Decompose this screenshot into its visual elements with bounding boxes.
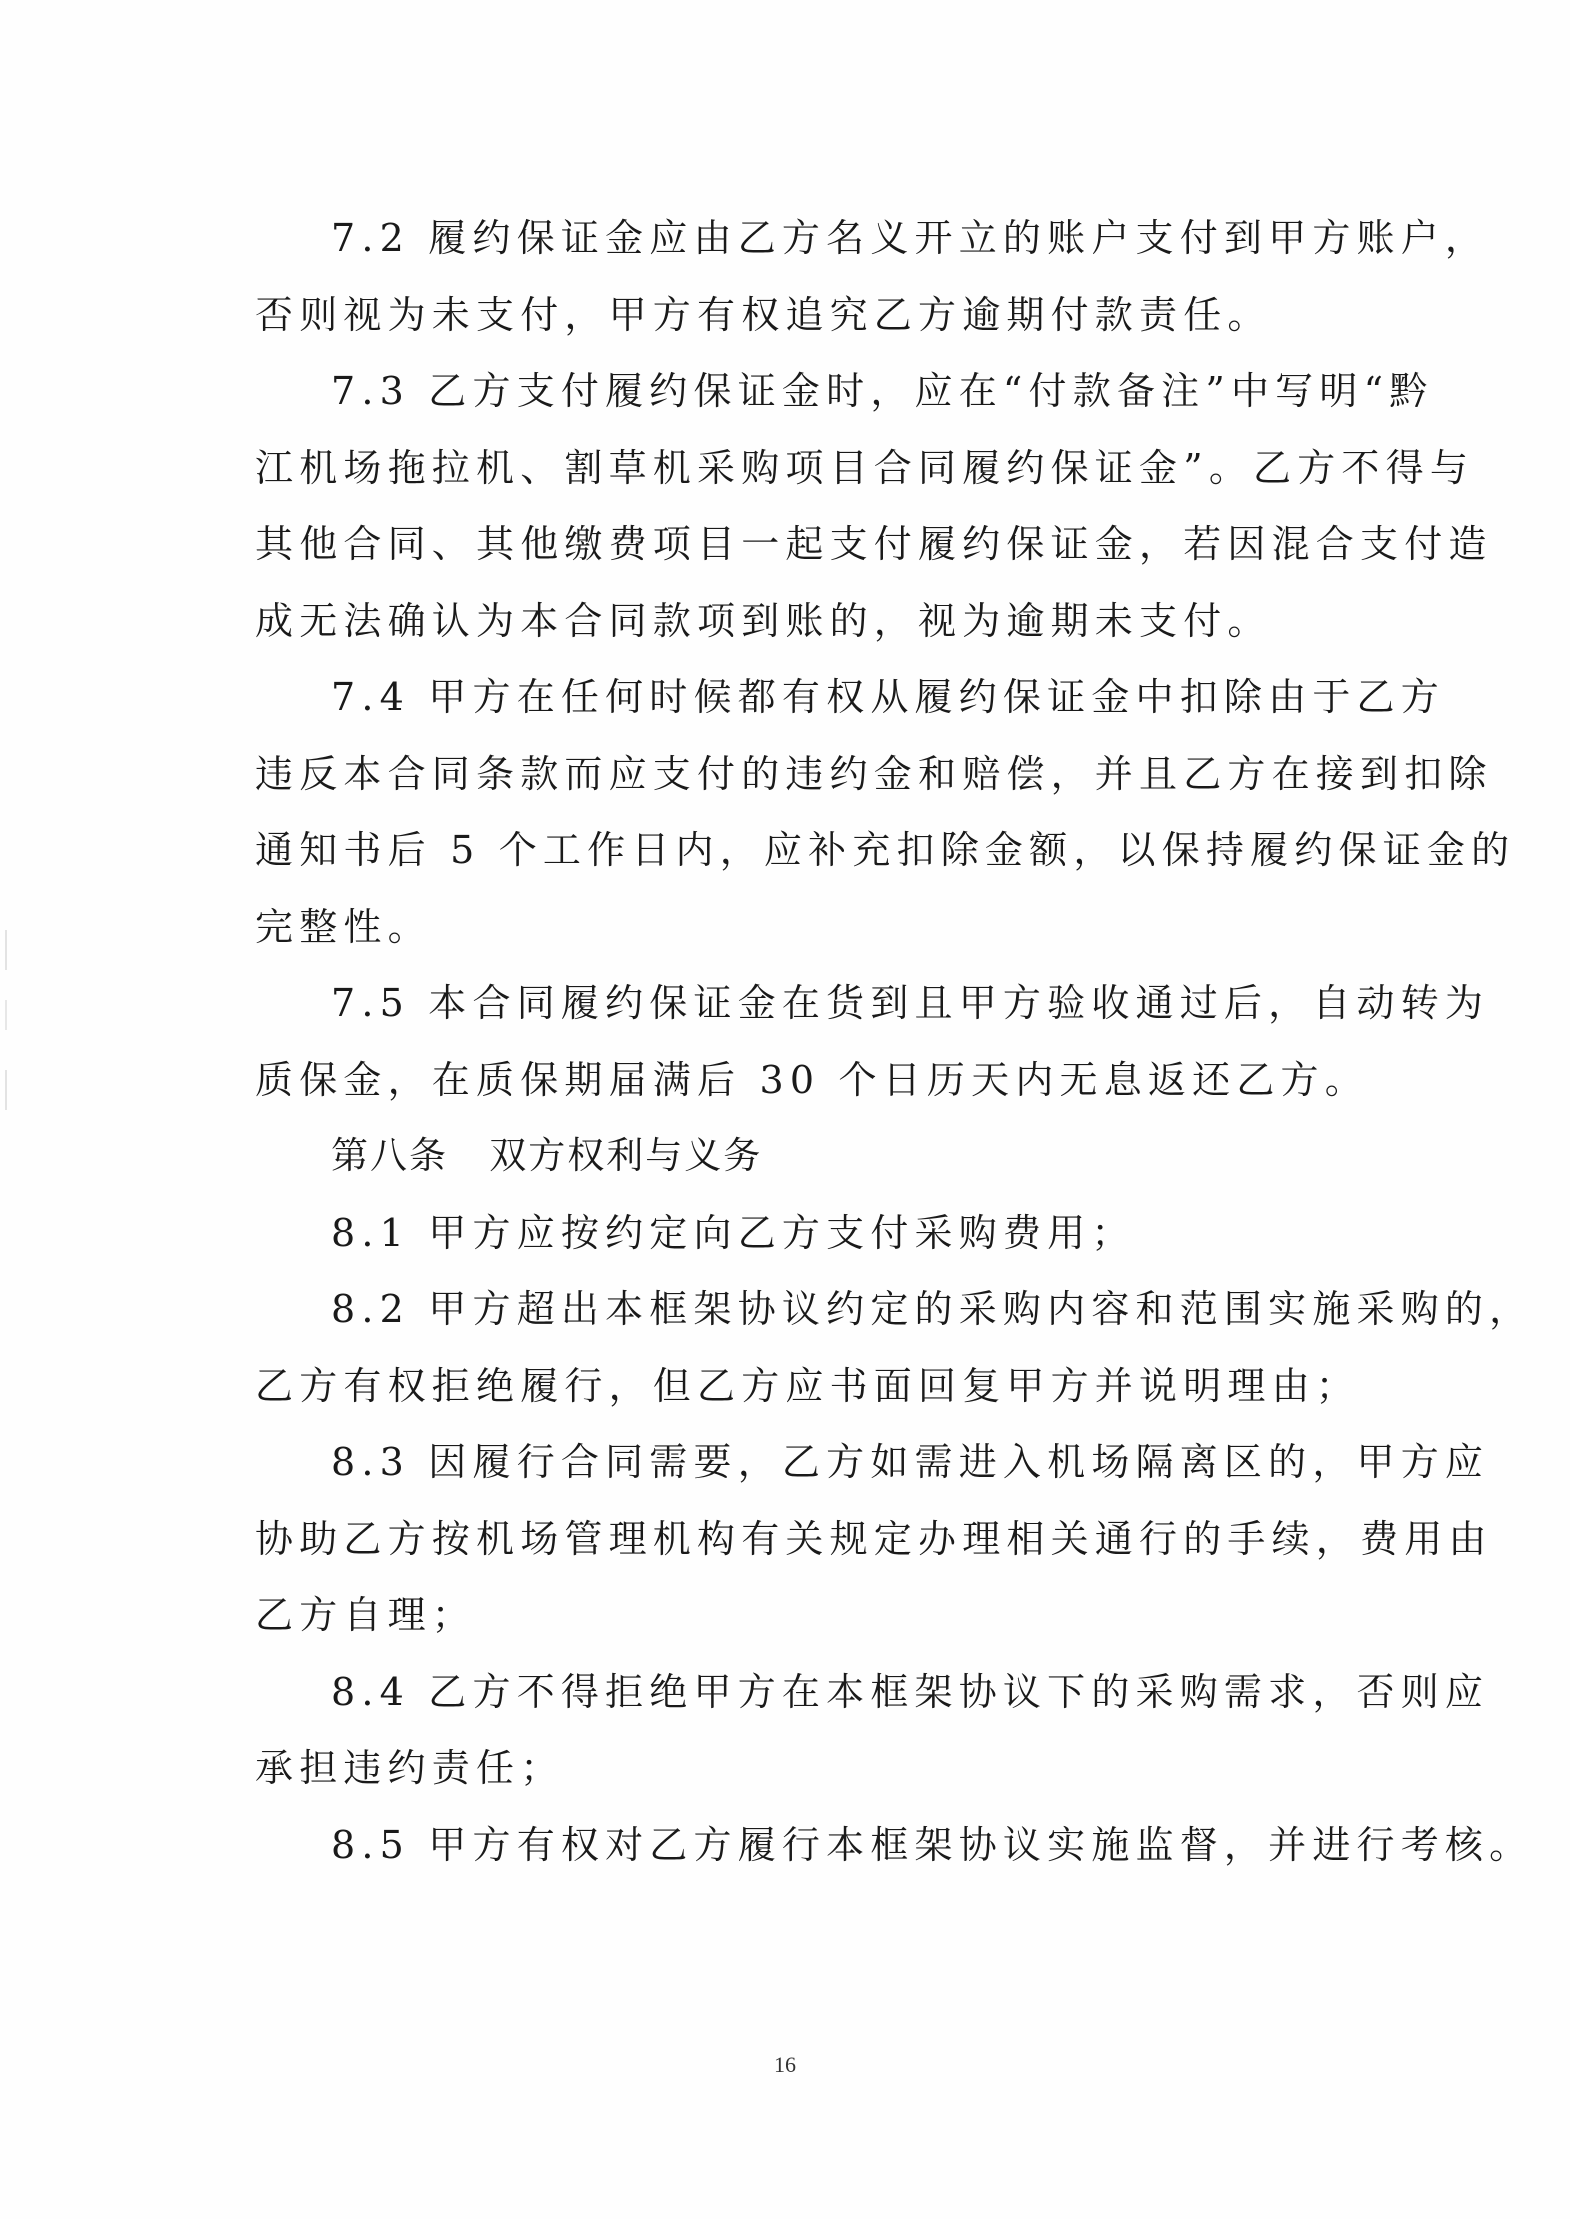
clause-7-5 (255, 965, 1490, 1118)
clause-line: 否则视为未支付，甲方有权追究乙方逾期付款责任。 (255, 292, 1272, 337)
clause-line: 8.2 甲方超出本框架协议约定的采购内容和范围实施采购的， (331, 1287, 1534, 1331)
clause-line: 7.4 甲方在任何时候都有权从履约保证金中扣除由于乙方 (331, 675, 1445, 719)
clause-8-3 (255, 1424, 1493, 1654)
clause-7-3 (255, 353, 1493, 659)
clause-8-2 (255, 1271, 1534, 1424)
clause-line: 江机场拖拉机、割草机采购项目合同履约保证金”。乙方不得与 (255, 445, 1475, 490)
clause-line: 8.1 甲方应按约定向乙方支付采购费用； (331, 1210, 1136, 1255)
clause-line: 违反本合同条款而应支付的违约金和赔偿，并且乙方在接到扣除 (255, 751, 1493, 796)
document-body (255, 200, 1534, 1883)
clause-line: 7.5 本合同履约保证金在货到且甲方验收通过后，自动转为 (331, 981, 1490, 1025)
clause-line: 成无法确认为本合同款项到账的，视为逾期未支付。 (255, 598, 1272, 643)
clause-line: 乙方有权拒绝履行，但乙方应书面回复甲方并说明理由； (255, 1363, 1361, 1408)
clause-line: 乙方自理； (255, 1593, 477, 1637)
clause-8-5 (255, 1807, 1534, 1884)
clause-line: 协助乙方按机场管理机构有关规定办理相关通行的手续，费用由 (255, 1516, 1493, 1561)
article-heading: 第八条 双方权利与义务 (331, 1134, 763, 1177)
clause-line: 完整性。 (255, 904, 432, 949)
clause-line: 通知书后 5 个工作日内，应补充扣除金额，以保持履约保证金的 (255, 828, 1516, 872)
clause-line: 8.4 乙方不得拒绝甲方在本框架协议下的采购需求，否则应 (331, 1669, 1490, 1714)
clause-8-4 (255, 1654, 1490, 1807)
clause-line: 8.3 因履行合同需要，乙方如需进入机场隔离区的，甲方应 (331, 1440, 1490, 1484)
clause-line: 8.5 甲方有权对乙方履行本框架协议实施监督，并进行考核。 (331, 1822, 1534, 1867)
clause-line: 质保金，在质保期届满后 30 个日历天内无息返还乙方。 (255, 1057, 1369, 1102)
clause-8-1 (255, 1195, 1355, 1272)
clause-line: 其他合同、其他缴费项目一起支付履约保证金，若因混合支付造 (255, 522, 1493, 566)
clause-7-2 (255, 200, 1490, 353)
clause-line: 承担违约责任； (255, 1746, 565, 1790)
clause-line: 7.2 履约保证金应由乙方名义开立的账户支付到甲方账户， (331, 216, 1490, 260)
binding-mark-icon (3, 930, 9, 1110)
page-number: 16 (774, 2052, 796, 2077)
clause-7-4 (255, 659, 1516, 965)
clause-line: 7.3 乙方支付履约保证金时，应在“付款备注”中写明“黔 (331, 369, 1434, 413)
